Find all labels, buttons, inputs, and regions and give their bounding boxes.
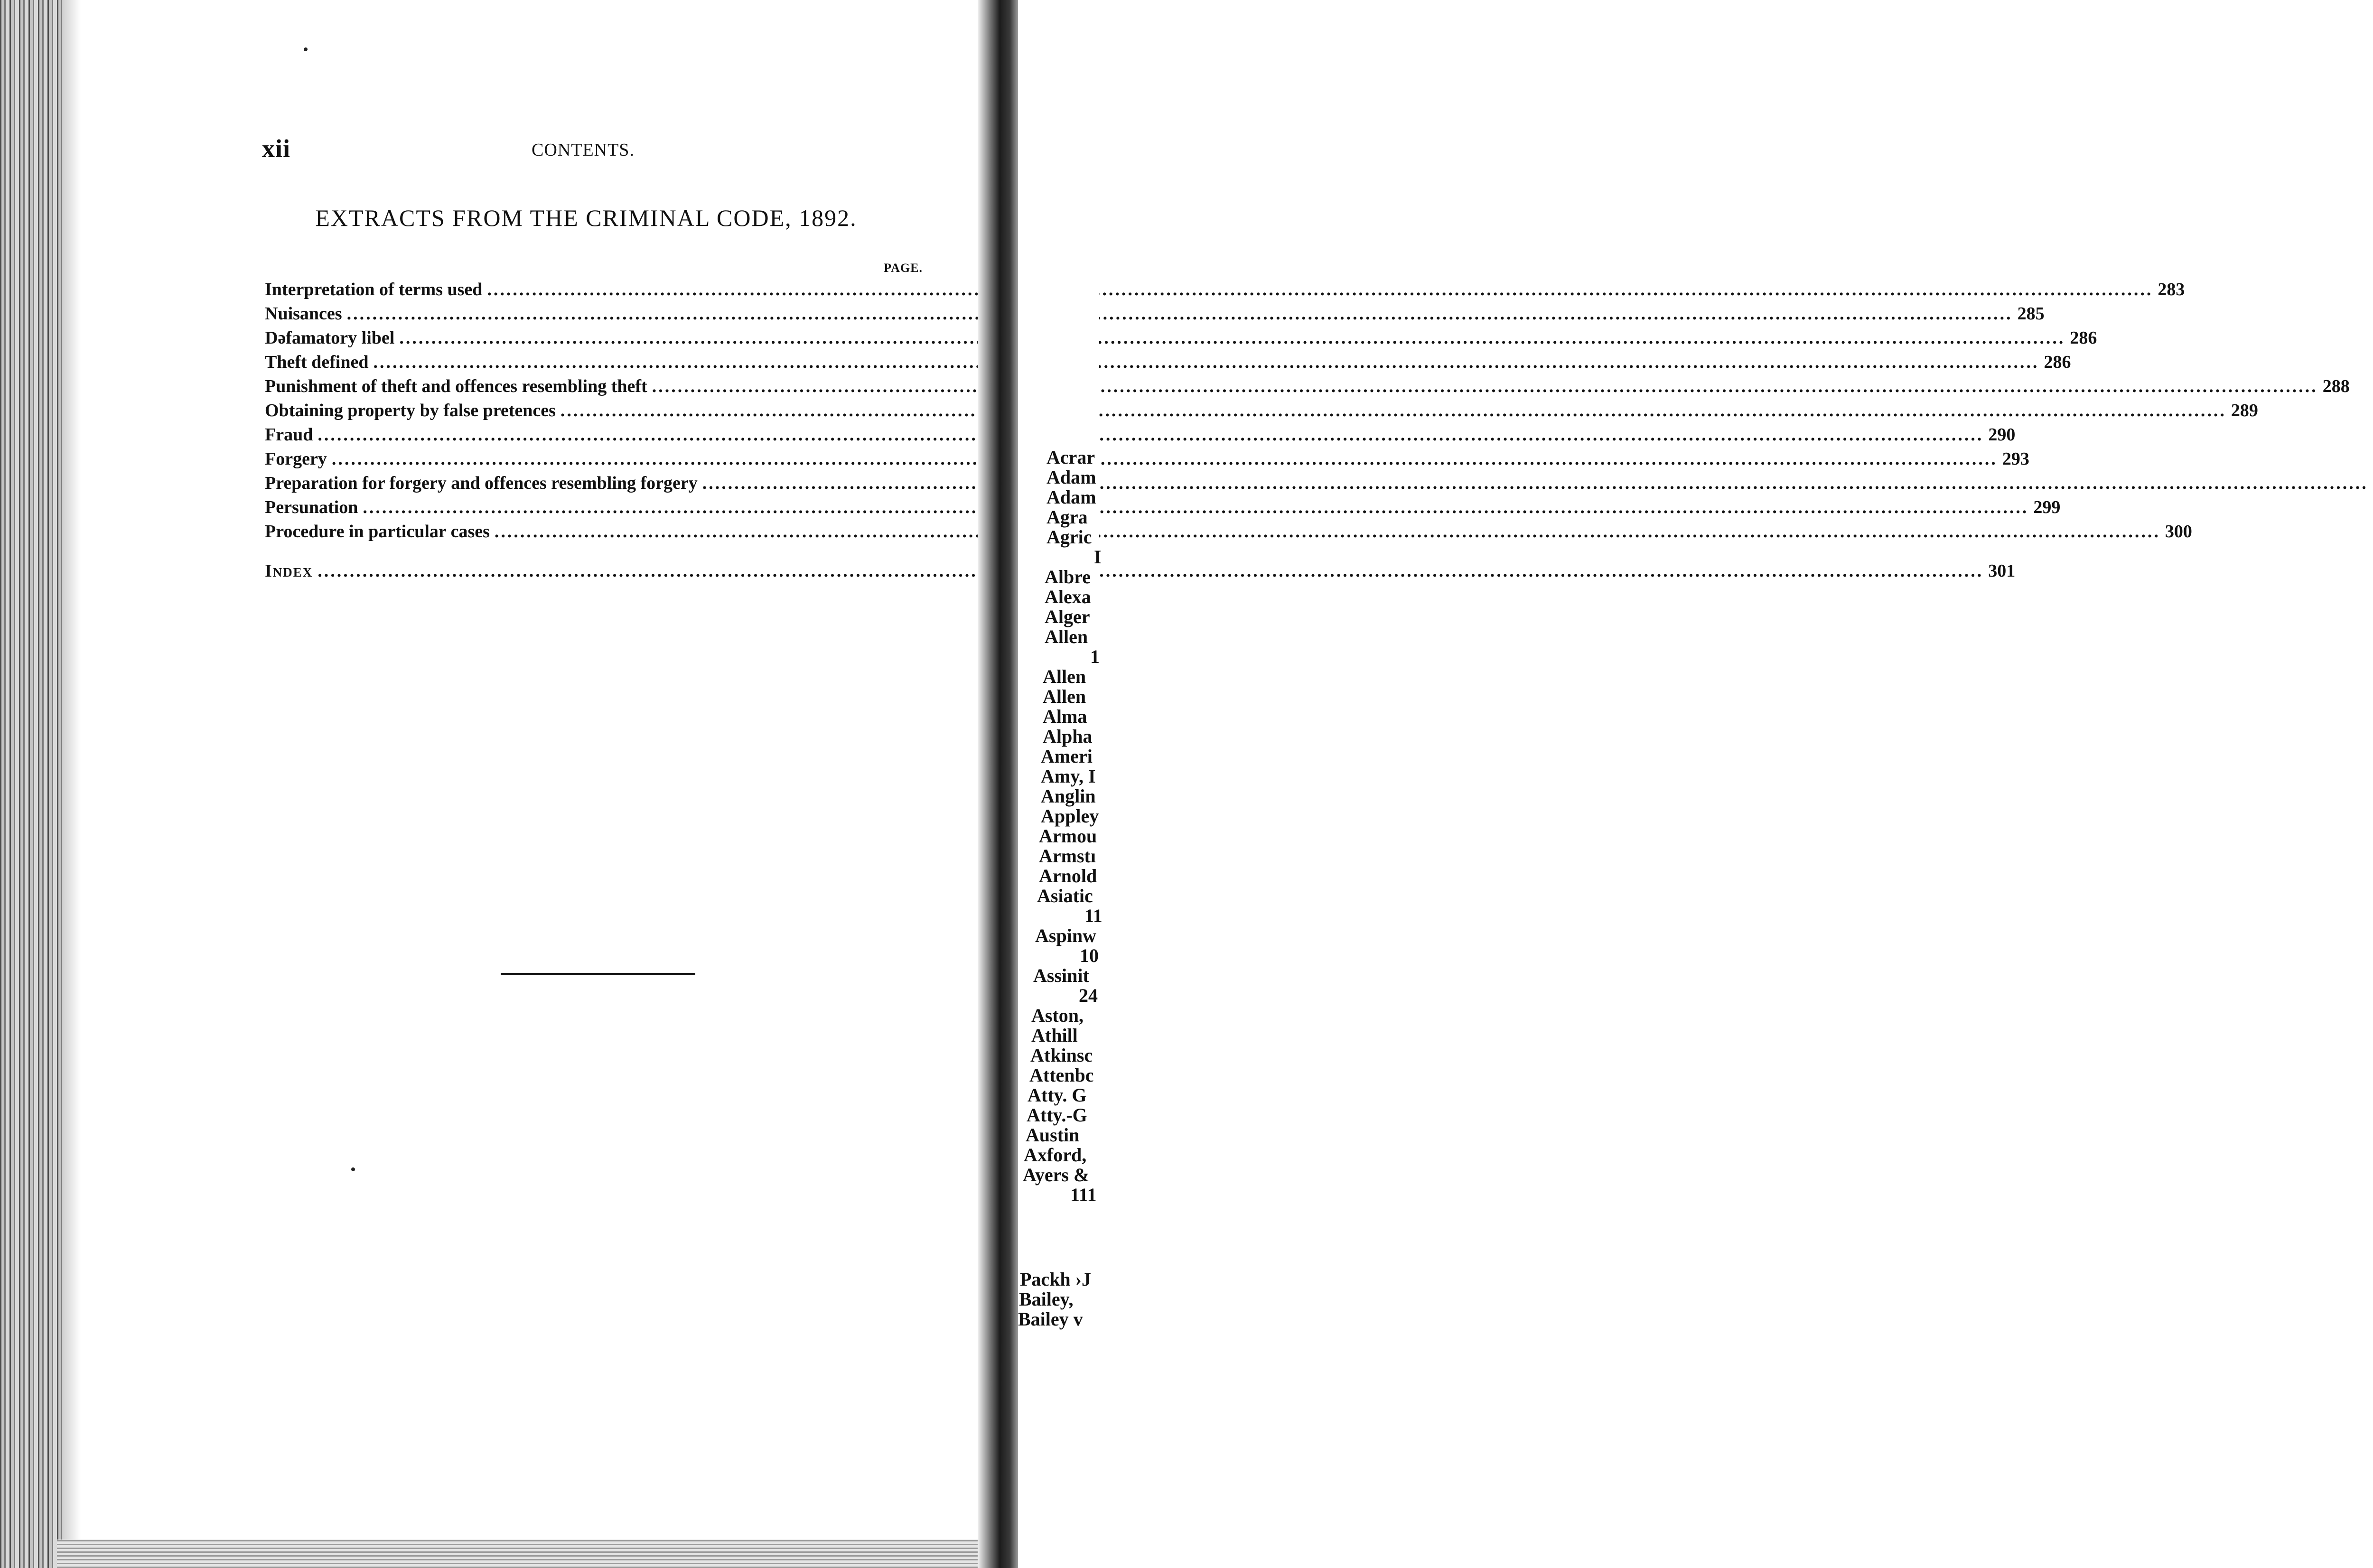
toc-entry-page: 293: [2002, 449, 2029, 469]
facing-page-fragment: Aston,: [1031, 1005, 1084, 1026]
facing-page-fragment: Agra: [1046, 506, 1088, 528]
facing-page-fragment: Alma: [1043, 706, 1087, 727]
toc-entry-label: Preparation for forgery and offences resembling forgery: [265, 473, 698, 493]
binding-shadow: [62, 0, 81, 1568]
facing-page-fragment: Armou: [1039, 825, 1097, 847]
facing-page-fragment: 10: [1080, 945, 1099, 966]
facing-page-fragment: 24: [1079, 985, 1098, 1006]
section-rule: [501, 973, 695, 975]
dot-leader: [332, 448, 1998, 469]
toc-entry: [265, 352, 2071, 376]
facing-page-fragment: Bailey,: [1019, 1288, 1074, 1310]
facing-page-fragment: Adam: [1046, 467, 1096, 488]
facing-page-fragment: Aspinw: [1035, 925, 1096, 946]
toc-entry: [265, 303, 2045, 327]
facing-page-fragment: Agric: [1046, 526, 1092, 548]
page-column-heading: PAGE.: [884, 261, 923, 275]
facing-page-fragment: Packh ›J: [1020, 1269, 1091, 1290]
facing-page-fragment: Albre: [1045, 566, 1091, 588]
facing-page-fragment: Acrar: [1046, 447, 1095, 468]
facing-page-fragment: Atkinsc: [1030, 1045, 1093, 1066]
dot-leader: [702, 473, 2368, 494]
facing-page-fragment: Ameri: [1041, 746, 1093, 767]
toc-entry-label: Obtaining property by false pretences: [265, 401, 556, 420]
toc-entry-label: Forgery: [265, 449, 327, 469]
facing-page-fragment: Anglin: [1041, 785, 1096, 807]
facing-page-fragment: Ayers &: [1023, 1164, 1090, 1185]
toc-entry-page: 289: [2231, 401, 2258, 420]
book-gutter: [978, 0, 1018, 1568]
dot-leader: [652, 376, 2318, 397]
toc-entry-page: 285: [2017, 304, 2045, 324]
dot-leader: [399, 327, 2065, 348]
binding-edge: [0, 0, 62, 1568]
dot-leader: [363, 497, 2028, 518]
facing-page-fragment: Allen: [1043, 686, 1086, 707]
toc-entry-label: Procedure in particular cases: [265, 522, 490, 541]
dot-leader: [495, 521, 2160, 542]
toc-entry-label: Nuisances: [265, 304, 342, 324]
toc-entry-page: 299: [2033, 497, 2061, 517]
toc-entry-label: Punishment of theft and offences resembling theft: [265, 376, 647, 396]
toc-entry-label: Fraud: [265, 425, 313, 445]
facing-page-fragment: Armstı: [1039, 845, 1096, 867]
toc-entry-page: 283: [2158, 280, 2185, 299]
page-header: [256, 134, 925, 167]
toc-entry-label: Persunation: [265, 497, 358, 517]
section-title: EXTRACTS FROM THE CRIMINAL CODE, 1892.: [315, 205, 857, 231]
toc-entry-page: 286: [2070, 328, 2097, 348]
facing-page-fragment: Allen: [1045, 626, 1088, 647]
running-head: CONTENTS.: [532, 140, 635, 160]
facing-page-fragment: Atty.-G: [1027, 1104, 1087, 1126]
facing-page-fragment: Amy, I: [1041, 765, 1096, 787]
toc-entry: [265, 327, 2097, 352]
facing-page-fragment: Adam: [1046, 486, 1096, 508]
facing-page-fragment: Atty. G: [1028, 1084, 1087, 1106]
toc-entry-label: Dəfamatory libel: [265, 328, 395, 348]
toc-entry: [265, 473, 924, 497]
toc-entry-page: 300: [2165, 522, 2192, 541]
toc-index-page: 301: [1988, 561, 2016, 581]
toc-entry: [265, 279, 2185, 303]
facing-page-fragment: Arnold: [1039, 865, 1097, 887]
dot-leader: [561, 400, 2226, 421]
dot-leader: [374, 352, 2039, 373]
dot-leader: [487, 279, 2153, 300]
facing-page-fragment: Alexa: [1045, 586, 1091, 607]
toc-entry: [265, 400, 2258, 424]
ink-speck: [351, 1167, 355, 1171]
page-number: xii: [262, 134, 291, 163]
toc-entry: [265, 424, 2016, 448]
facing-page-fragment: Axford,: [1024, 1144, 1087, 1166]
toc-entry: [265, 376, 2350, 400]
toc-entry-label: Theft defined: [265, 352, 369, 372]
facing-page-fragment: Alpha: [1043, 726, 1093, 747]
facing-page-fragment: 1: [1090, 646, 1100, 667]
facing-page-fragment: 11: [1084, 905, 1102, 926]
toc-entry-page: 286: [2044, 352, 2071, 372]
facing-page-fragment: Alger: [1045, 606, 1090, 627]
facing-page-fragment: Athill: [1031, 1025, 1078, 1046]
dot-leader: [318, 560, 1983, 581]
facing-page-fragment: Asiatic: [1037, 885, 1093, 906]
facing-page-fragment: Attenbc: [1029, 1064, 1094, 1086]
facing-page-fragment: Allen: [1043, 666, 1086, 687]
facing-page-fragment: Austin: [1026, 1124, 1080, 1146]
page-stack-edge: [57, 1540, 982, 1568]
facing-page-fragment: I: [1094, 546, 1102, 568]
toc-index-label: Index: [265, 561, 313, 581]
facing-page-fragment: Bailey v: [1018, 1308, 1083, 1330]
ink-speck: [304, 47, 308, 51]
dot-leader: [347, 303, 2013, 324]
facing-page-fragment: 111: [1070, 1184, 1097, 1205]
toc-entry-page: 290: [1988, 425, 2016, 445]
toc-entry-label: Interpretation of terms used: [265, 280, 483, 299]
facing-page: [1018, 0, 1102, 1568]
facing-page-fragment: Assinit: [1033, 965, 1089, 986]
toc-entry-page: 288: [2322, 376, 2350, 396]
facing-page-fragment: Appley: [1041, 805, 1099, 827]
dot-leader: [318, 424, 1983, 445]
